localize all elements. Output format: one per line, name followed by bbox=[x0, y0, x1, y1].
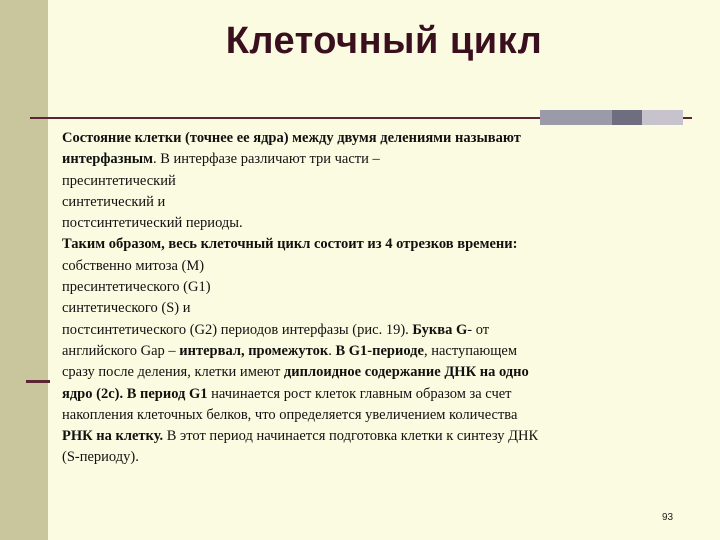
body-text: постсинтетического (G2) периодов интерфазы (рис. 19). bbox=[62, 321, 413, 338]
body-line bbox=[62, 128, 662, 149]
bold-text: ядро (2с). В период G1 bbox=[62, 385, 208, 402]
body-line bbox=[62, 234, 662, 255]
body-line bbox=[62, 341, 662, 362]
bold-text: Состояние клетки (точнее ее ядра) между двумя делениями называют bbox=[62, 130, 521, 146]
body-text: синтетический и bbox=[62, 193, 166, 210]
body-text: синтетического (S) и bbox=[62, 300, 191, 317]
body-line bbox=[62, 320, 662, 341]
body-text: , наступающем bbox=[423, 342, 518, 359]
body-text: накопления клеточных белков, что определяется увеличением количества bbox=[62, 406, 518, 423]
body-text: сразу после деления, клетки имеют bbox=[62, 364, 284, 381]
bold-text: В G1-периоде bbox=[335, 342, 424, 359]
divider-accent-light-block bbox=[642, 110, 683, 125]
body-text: собственно митоза (М) bbox=[62, 257, 205, 274]
body-line bbox=[62, 192, 662, 213]
body-line bbox=[62, 256, 662, 277]
bold-text: Буква G bbox=[412, 321, 468, 338]
body-line bbox=[62, 298, 662, 319]
bold-text: интервал, промежуток bbox=[179, 342, 329, 359]
divider-accent-dark-block bbox=[612, 110, 642, 125]
body-text: английского Gap – bbox=[62, 342, 180, 359]
slide-body-text bbox=[62, 128, 662, 469]
body-line bbox=[62, 405, 662, 426]
bold-text: интерфазным bbox=[62, 151, 153, 168]
body-line bbox=[62, 447, 662, 468]
bold-text: диплоидное содержание ДНК на одно bbox=[283, 364, 529, 381]
body-text: В этот период начинается подготовка клетки к синтезу ДНК bbox=[163, 428, 539, 445]
bold-text: РНК на клетку. bbox=[62, 428, 164, 445]
slide-title: Клеточный цикл bbox=[225, 20, 543, 62]
body-text: . В интерфазе различают три части – bbox=[153, 151, 380, 168]
body-text: начинается рост клеток главным образом за счет bbox=[207, 385, 512, 402]
body-line bbox=[62, 362, 662, 383]
body-line bbox=[62, 171, 662, 192]
body-line bbox=[62, 149, 662, 170]
body-text: постсинтетический периоды. bbox=[62, 215, 243, 232]
left-decorative-bar bbox=[0, 0, 48, 540]
body-line bbox=[62, 213, 662, 234]
left-bar-marker bbox=[26, 380, 50, 383]
body-text: . bbox=[328, 342, 336, 359]
bold-text: Таким образом, весь клеточный цикл состоит из 4 отрезков времени: bbox=[62, 236, 518, 253]
body-text: пресинтетический bbox=[62, 172, 176, 189]
body-line bbox=[62, 426, 662, 447]
body-text: (S-периоду). bbox=[62, 449, 139, 466]
body-text: - от bbox=[467, 321, 490, 338]
body-text: пресинтетического (G1) bbox=[62, 279, 211, 296]
page-number: 93 bbox=[662, 512, 674, 523]
body-line bbox=[62, 277, 662, 298]
body-line bbox=[62, 384, 662, 405]
